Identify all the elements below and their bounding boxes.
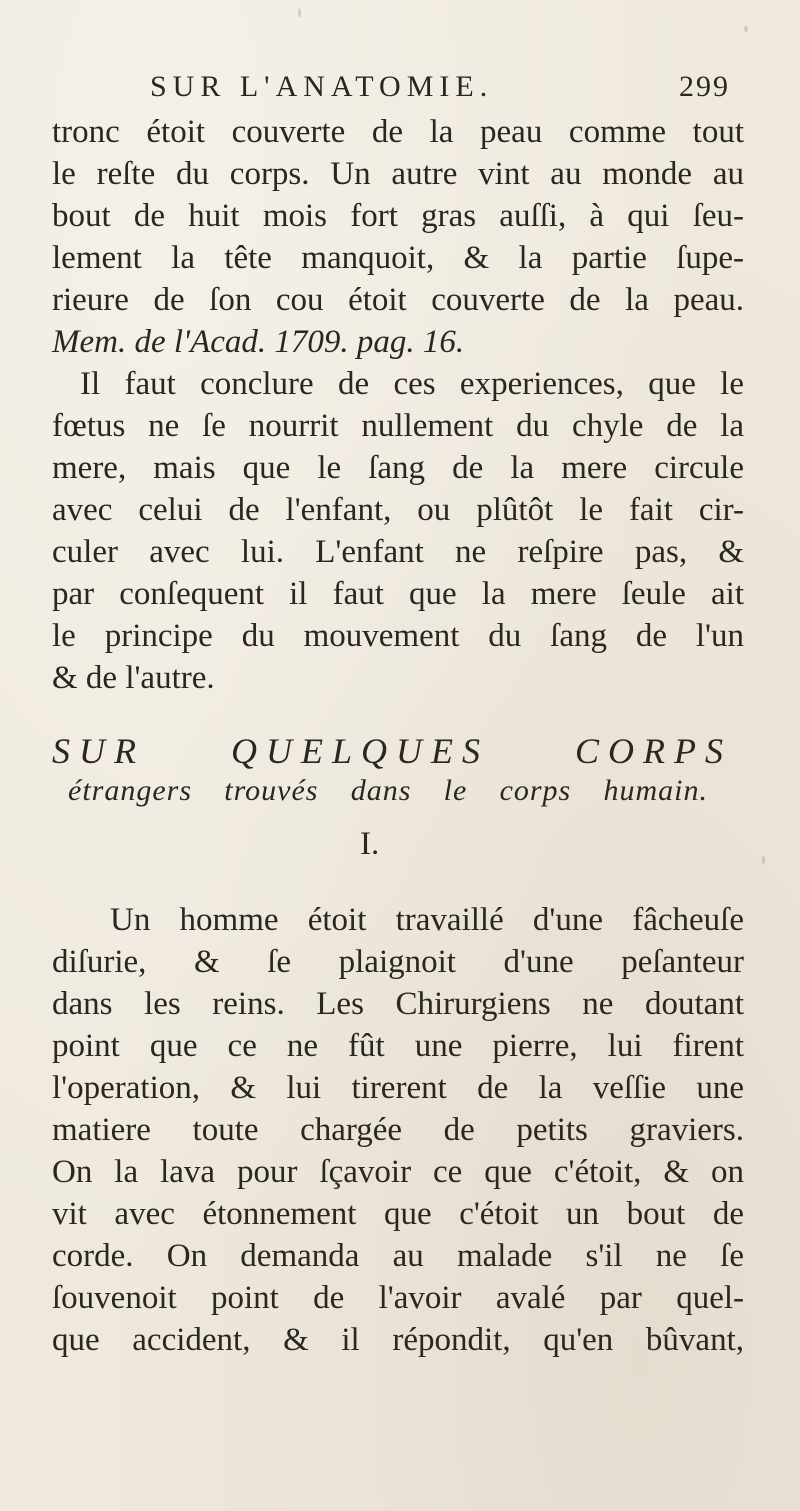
text-line: lement la tête manquoit, & la partie ſupe- [52, 240, 744, 276]
text-line: dans les reins. Les Chirurgiens ne doutant [52, 986, 744, 1022]
text-line: ſouvenoit point de l'avoir avalé par quel- [52, 1280, 744, 1316]
running-head-title: SUR L'ANATOMIE. [150, 70, 494, 103]
section-numeral: I. [360, 826, 380, 862]
text-line: fœtus ne ſe nourrit nullement du chyle de la [52, 408, 744, 444]
text-line: diſurie, & ſe plaignoit d'une peſanteur [52, 944, 744, 980]
text-line: le reſte du corps. Un autre vint au monde au [52, 156, 744, 192]
text-line: corde. On demanda au malade s'il ne ſe [52, 1238, 744, 1274]
text-line: avec celui de l'enfant, ou plûtôt le fait cir- [52, 492, 744, 528]
text-line: Un homme étoit travaillé d'une fâcheuſe [110, 902, 744, 938]
paper-speck [298, 8, 301, 18]
section-heading: SUR QUELQUES CORPS [52, 731, 732, 771]
text-line: On la lava pour ſçavoir ce que c'étoit, & on [52, 1154, 744, 1190]
paper-speck [762, 856, 765, 864]
text-line: que accident, & il répondit, qu'en bûvant, [52, 1322, 744, 1358]
text-line: matiere toute chargée de petits graviers. [52, 1112, 744, 1148]
citation-line: Mem. de l'Acad. 1709. pag. 16. [52, 324, 465, 360]
text-line: point que ce ne fût une pierre, lui firent [52, 1028, 744, 1064]
text-line: rieure de ſon cou étoit couverte de la peau. [52, 282, 744, 318]
text-line: mere, mais que le ſang de la mere circule [52, 450, 744, 486]
text-line: vit avec étonnement que c'étoit un bout de [52, 1196, 744, 1232]
text-line: l'operation, & lui tirerent de la veſſie une [52, 1070, 744, 1106]
text-line: culer avec lui. L'enfant ne reſpire pas, & [52, 534, 744, 570]
text-line: Il faut conclure de ces experiences, que le [80, 366, 744, 402]
paper-speck [744, 26, 748, 32]
text-line: tronc étoit couverte de la peau comme tout [52, 114, 744, 150]
text-line: par conſequent il faut que la mere ſeule ait [52, 576, 744, 612]
running-head [150, 70, 730, 110]
text-line: & de l'autre. [52, 660, 215, 696]
text-line: bout de huit mois fort gras auſſi, à qui ſeu- [52, 198, 744, 234]
text-line: le principe du mouvement du ſang de l'un [52, 618, 744, 654]
page-number: 299 [679, 70, 730, 103]
section-subheading: étrangers trouvés dans le corps humain. [68, 774, 708, 807]
